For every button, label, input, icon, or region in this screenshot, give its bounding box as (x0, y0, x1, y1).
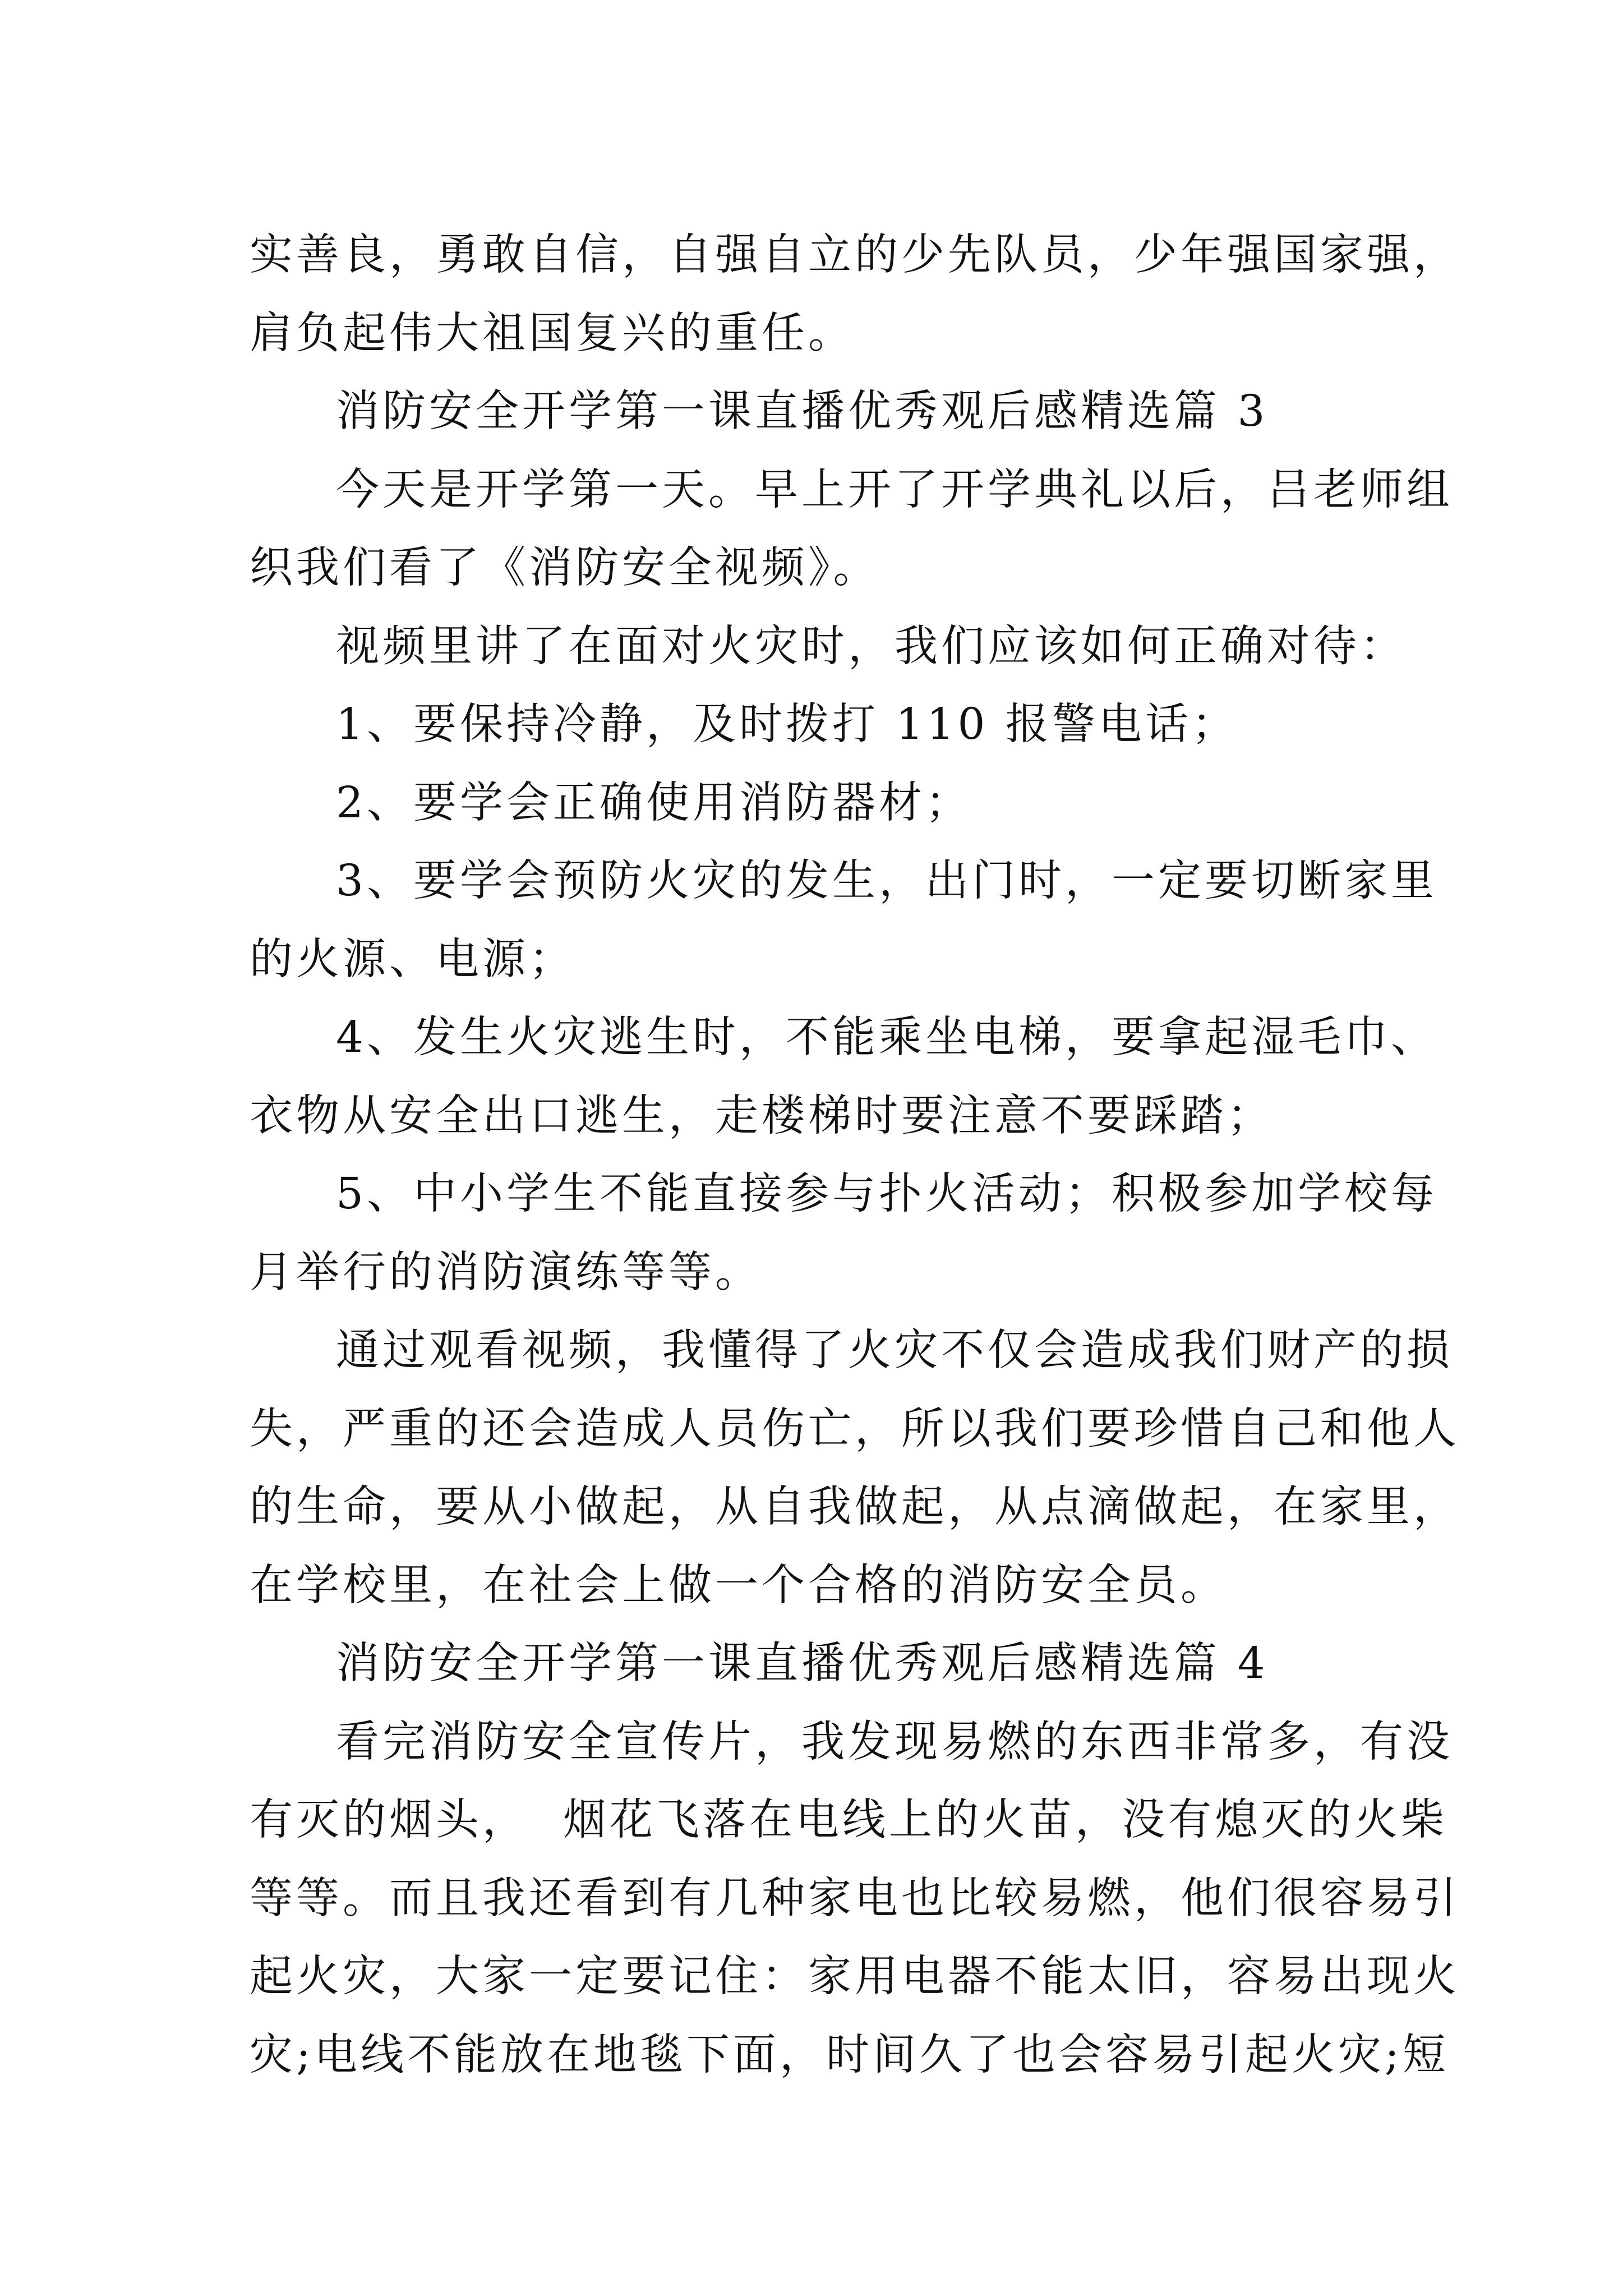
text-line: 看完消防安全宣传片，我发现易燃的东西非常多，有没 (336, 1717, 1453, 1767)
text-line: 今天是开学第一天。早上开了开学典礼以后，吕老师组 (336, 464, 1453, 515)
text-line: 通过观看视频，我懂得了火灾不仅会造成我们财产的损 (336, 1326, 1453, 1375)
text-line: 视频里讲了在面对火灾时，我们应该如何正确对待： (336, 621, 1407, 671)
text-line: 灾;电线不能放在地毯下面，时间久了也会容易引起火灾;短 (250, 2030, 1449, 2080)
text-line: 肩负起伟大祖国复兴的重任。 (250, 308, 855, 358)
text-line: 失，严重的还会造成人员伤亡，所以我们要珍惜自己和他人 (250, 1404, 1460, 1454)
list-item: 1、要保持冷静，及时拨打 110 报警电话； (336, 700, 1238, 749)
text-line: 实善良，勇敢自信，自强自立的少先队员，少年强国家强， (250, 230, 1460, 280)
section-heading: 消防安全开学第一课直播优秀观后感精选篇 3 (336, 386, 1269, 436)
document-body (250, 216, 1460, 2094)
list-item: 2、要学会正确使用消防器材； (336, 777, 972, 828)
list-item: 5、中小学生不能直接参与扑火活动；积极参加学校每 (336, 1169, 1437, 1219)
text-line: 起火灾，大家一定要记住：家用电器不能太旧，容易出现火 (250, 1952, 1460, 2001)
text-line: 等等。而且我还看到有几种家电也比较易燃，他们很容易引 (250, 1873, 1460, 1924)
text-line: 有灭的烟头， 烟花飞落在电线上的火苗，没有熄灭的火柴 (250, 1795, 1447, 1845)
text-line: 的火源、电源； (250, 934, 575, 984)
text-line: 的生命，要从小做起，从自我做起，从点滴做起，在家里， (250, 1482, 1460, 1532)
text-line: 织我们看了《消防安全视频》。 (250, 543, 880, 593)
text-line: 月举行的消防演练等等。 (250, 1247, 762, 1297)
section-heading: 消防安全开学第一课直播优秀观后感精选篇 4 (336, 1639, 1269, 1688)
text-line: 衣物从安全出口逃生，走楼梯时要注意不要踩踏； (250, 1091, 1274, 1141)
text-line: 在学校里，在社会上做一个合格的消防安全员。 (250, 1560, 1227, 1611)
list-item: 3、要学会预防火灾的发生，出门时，一定要切断家里 (336, 856, 1437, 906)
list-item: 4、发生火灾逃生时，不能乘坐电梯，要拿起湿毛巾、 (336, 1013, 1437, 1062)
